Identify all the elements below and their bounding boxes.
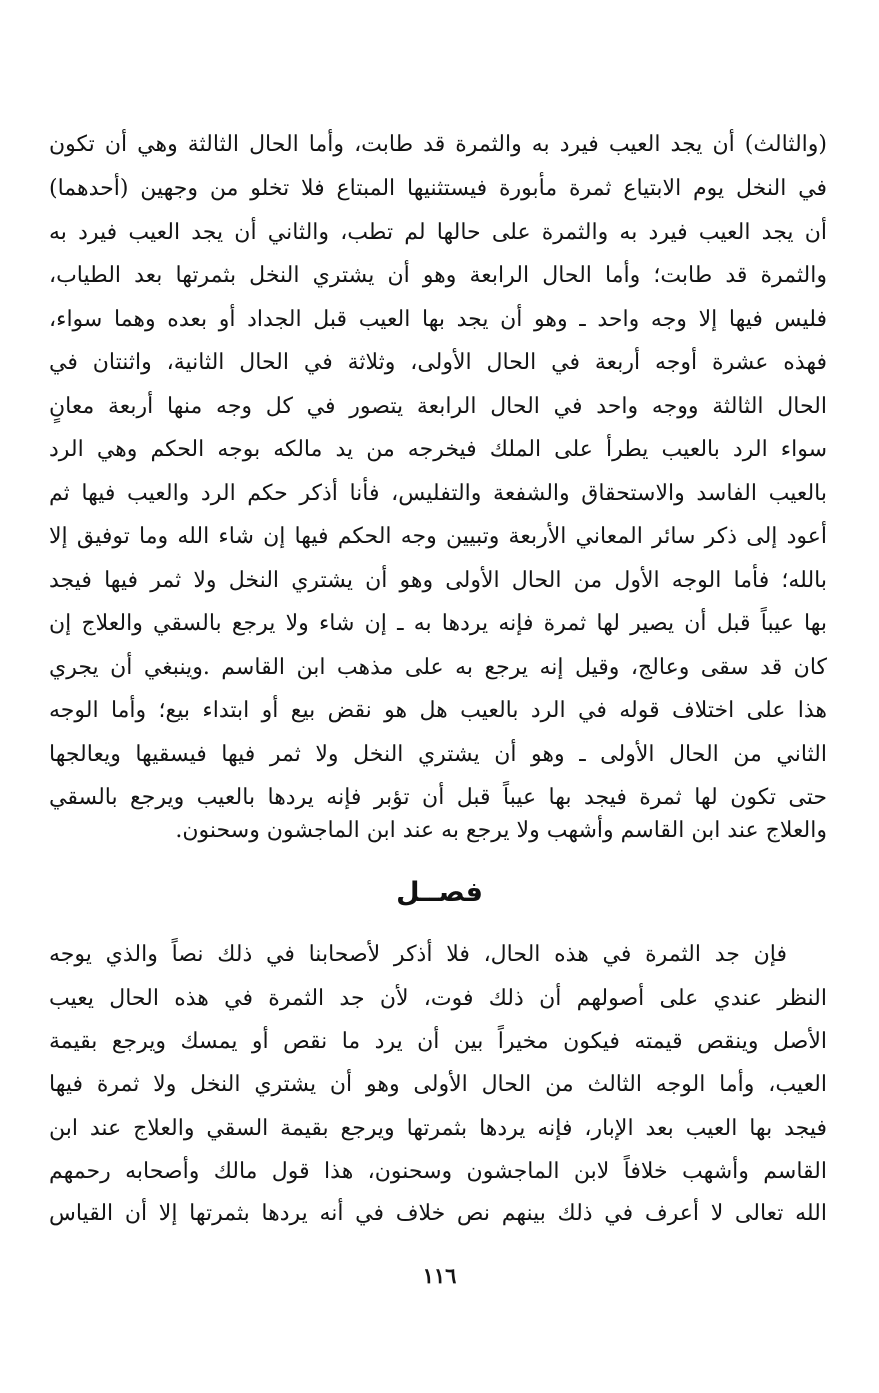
text-line: سواء الرد بالعيب يطرأ على الملك فيخرجه من يد مالكه بوجه الحكم وهي الرد	[49, 437, 827, 462]
text-line: حتى تكون لها ثمرة فيجد بها عيباً قبل أن تؤبر فإنه يردها بالعيب ويرجع بالسقي	[49, 785, 827, 810]
text-line: والعلاج عند ابن القاسم وأشهب ولا يرجع به عند ابن الماجشون وسحنون.	[175, 818, 827, 843]
section-heading: فصــل	[396, 877, 483, 908]
text-line: كان قد سقى وعالج، وقيل إنه يرجع به على مذهب ابن القاسم .وينبغي أن يجري	[49, 655, 827, 680]
text-line: الأصل وينقص قيمته فيكون مخيراً بين أن يرد ما نقص أو يمسك ويرجع بقيمة	[49, 1029, 827, 1054]
text-line: بالله؛ فأما الوجه الأول من الحال الأولى وهو أن يشتري النخل ولا ثمر فيها فيجد	[49, 568, 827, 593]
text-line: والثمرة قد طابت؛ وأما الحال الرابعة وهو أن يشتري النخل بثمرتها بعد الطياب،	[49, 263, 827, 288]
text-line: الله تعالى لا أعرف في ذلك بينهم نص خلاف في أنه يردها بثمرتها إلا أن القياس	[49, 1201, 827, 1226]
text-line: بها عيباً قبل أن يصير لها ثمرة فإنه يردها به ـ إن شاء ولا يرجع بالسقي والعلاج إن	[49, 611, 827, 636]
text-line: هذا على اختلاف قوله في الرد بالعيب هل هو نقض بيع أو ابتداء بيع؛ وأما الوجه	[49, 698, 827, 723]
text-line: القاسم وأشهب خلافاً لابن الماجشون وسحنون، هذا قول مالك وأصحابه رحمهم	[49, 1159, 827, 1184]
text-line: العيب، وأما الوجه الثالث من الحال الأولى وهو أن يشتري النخل ولا ثمرة فيها	[49, 1072, 827, 1097]
text-line: فهذه عشرة أوجه أربعة في الحال الأولى، وثلاثة في الحال الثانية، واثنتان في	[49, 350, 827, 375]
text-line: أن يجد العيب فيرد به والثمرة على حالها لم تطب، والثاني أن يجد العيب فيرد به	[49, 220, 827, 245]
text-line: أعود إلى ذكر سائر المعاني الأربعة وتبيين وجه الحكم فيها إن شاء الله وما توفيق إلا	[49, 524, 827, 549]
text-line: في النخل يوم الابتياع ثمرة مأبورة فيستثنيها المبتاع فلا تخلو من وجهين (أحدهما)	[49, 176, 827, 201]
text-line: النظر عندي على أصولهم أن ذلك فوت، لأن جد الثمرة في هذه الحال يعيب	[49, 986, 827, 1011]
text-line: فليس فيها إلا وجه واحد ـ وهو أن يجد بها العيب قبل الجداد أو بعده وهما سواء،	[49, 307, 827, 332]
text-line: فإن جد الثمرة في هذه الحال، فلا أذكر لأصحابنا في ذلك نصاً والذي يوجه	[49, 942, 787, 967]
text-line: الثاني من الحال الأولى ـ وهو أن يشتري النخل ولا ثمر فيها فيسقيها ويعالجها	[49, 742, 827, 767]
page-number: ١١٦	[422, 1263, 457, 1288]
text-line: (والثالث) أن يجد العيب فيرد به والثمرة قد طابت، وأما الحال الثالثة وهي أن تكون	[49, 132, 827, 157]
text-line: بالعيب الفاسد والاستحقاق والشفعة والتفليس، فأنا أذكر حكم الرد والعيب فيها ثم	[49, 481, 827, 506]
text-line: الحال الثالثة ووجه واحد في الحال الرابعة يتصور في كل وجه منها أربعة معانٍ	[49, 394, 827, 419]
text-line: فيجد بها العيب بعد الإبار، فإنه يردها بثمرتها ويرجع بقيمة السقي والعلاج عند ابن	[49, 1116, 827, 1141]
